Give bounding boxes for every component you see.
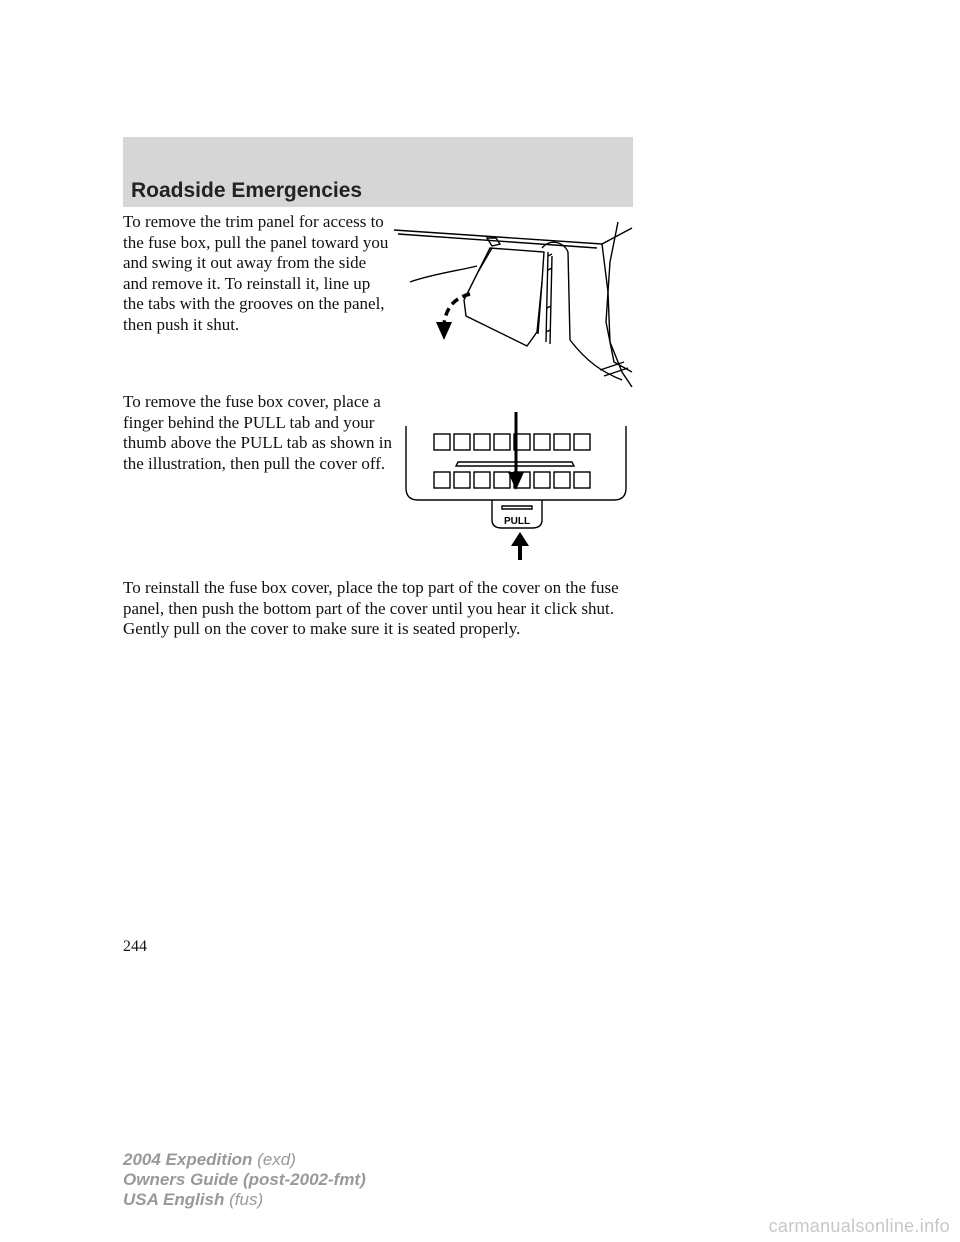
- footer-model: 2004 Expedition: [123, 1150, 253, 1169]
- section-title: Roadside Emergencies: [131, 179, 363, 202]
- page-number: 244: [123, 938, 147, 955]
- fuse-box-cover-illustration: [400, 410, 632, 560]
- document-footer: [123, 1150, 366, 1210]
- section-header: [123, 137, 633, 207]
- paragraph-reinstall-cover: To reinstall the fuse box cover, place the top part of the cover on the fuse panel, then push the bottom part of the cover until you hear it click shut. Gently pull on the cover to make sure it is seated properly.: [123, 578, 619, 638]
- trim-panel-illustration: [392, 222, 634, 392]
- footer-language: USA English: [123, 1190, 225, 1209]
- watermark: carmanualsonline.info: [768, 1216, 950, 1236]
- footer-line-1: [123, 1150, 366, 1170]
- footer-guide: Owners Guide (post-2002-fmt): [123, 1170, 366, 1189]
- paragraph-fuse-cover: To remove the fuse box cover, place a finger behind the PULL tab and your thumb above the PULL tab as shown in the illustration, then pull the cover off.: [123, 392, 392, 473]
- paragraph-trim-panel: To remove the trim panel for access to the fuse box, pull the panel toward you and swing it out away from the side and remove it. To reinstall it, line up the tabs with the grooves on the panel, then push it shut.: [123, 212, 389, 334]
- footer-line-3: [123, 1190, 366, 1210]
- footer-model-code: (exd): [257, 1150, 296, 1169]
- pull-tab-label: PULL: [503, 516, 531, 527]
- footer-language-code: (fus): [229, 1190, 264, 1209]
- footer-line-2: [123, 1170, 366, 1190]
